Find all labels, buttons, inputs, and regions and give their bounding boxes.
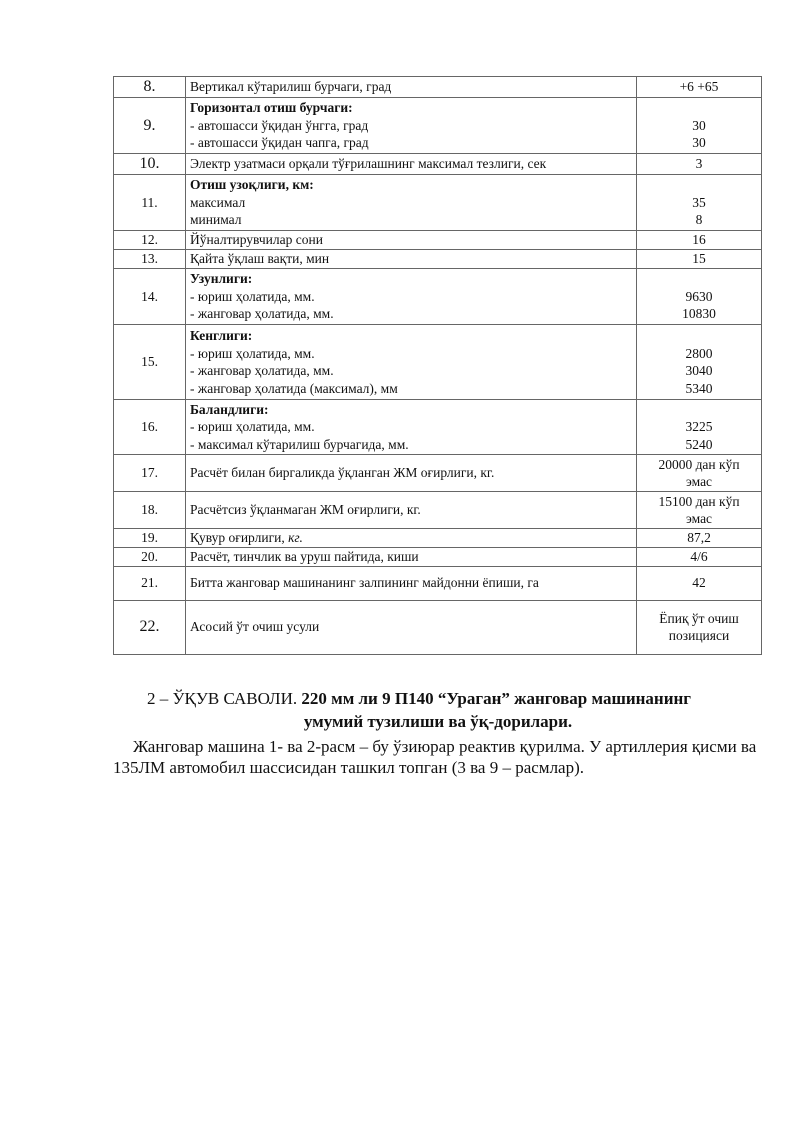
value-text: 3225: [685, 419, 713, 435]
parameter-text: - автошасси ўқидан чапга, град: [190, 135, 369, 151]
parameter-text: - юриш ҳолатида, мм.: [190, 419, 315, 435]
parameter-text: - автошасси ўқидан ўнгга, град: [190, 117, 369, 133]
row-value: [637, 455, 762, 492]
row-value: [637, 154, 762, 175]
row-value: [637, 269, 762, 325]
parameter-group-heading: Узунлиги:: [190, 271, 253, 287]
value-text: [641, 401, 757, 419]
row-value: [637, 325, 762, 400]
parameter-text: Асосий ўт очиш усули: [190, 619, 320, 635]
value-text: 2800: [685, 345, 713, 361]
parameter-text: максимал: [190, 194, 246, 210]
row-number: 17.: [114, 455, 186, 492]
row-description: [186, 547, 637, 566]
parameter-group-heading: Кенглиги:: [190, 328, 253, 343]
row-number: 14.: [114, 269, 186, 325]
row-value: [637, 566, 762, 600]
parameter-text: - жанговар ҳолатида (максимал), мм: [190, 380, 398, 396]
section-heading-label: 2 – ЎҚУВ САВОЛИ.: [147, 689, 302, 708]
row-number: 15.: [114, 325, 186, 400]
value-text: +6 +65: [679, 79, 719, 95]
table-row: [114, 566, 762, 600]
row-description: [186, 492, 637, 529]
parameter-text: - юриш ҳолатида, мм.: [190, 288, 315, 304]
row-number: 22.: [114, 600, 186, 654]
row-value: [637, 400, 762, 455]
value-text: 87,2: [687, 530, 711, 545]
value-text: [641, 327, 757, 345]
parameter-group-heading: Горизонтал отиш бурчаги:: [190, 100, 353, 116]
value-text: 35: [692, 194, 706, 210]
parameter-text: - юриш ҳолатида, мм.: [190, 345, 315, 361]
value-text: 10830: [682, 306, 716, 322]
parameter-group-heading: Баландлиги:: [190, 401, 269, 417]
value-text: [641, 270, 757, 288]
parameter-text: - жанговар ҳолатида, мм.: [190, 363, 334, 378]
table-row: [114, 492, 762, 529]
value-text: эмас: [685, 474, 713, 489]
row-description: [186, 455, 637, 492]
section-heading-subtitle: умумий тузилиши ва ўқ-дорилари.: [303, 712, 573, 731]
row-number: 16.: [114, 400, 186, 455]
value-text: [641, 99, 757, 117]
row-description: [186, 566, 637, 600]
parameter-text: Қувур оғирлиги,: [190, 530, 289, 545]
value-text: Ёпиқ ўт очиш: [659, 610, 739, 626]
row-value: [637, 492, 762, 529]
table-row: [114, 600, 762, 654]
parameter-group-heading: Отиш узоқлиги, км:: [190, 177, 314, 193]
row-number: 20.: [114, 547, 186, 566]
value-text: 16: [692, 232, 706, 248]
specifications-table-body: [114, 77, 762, 655]
value-text: 5340: [685, 380, 713, 396]
parameter-text: кг.: [288, 530, 303, 545]
row-value: [637, 547, 762, 566]
parameter-text: Йўналтирувчилар сони: [190, 232, 323, 248]
section-heading-title: 220 мм ли 9 П140 “Ураган” жанговар машинанинг: [301, 689, 692, 708]
value-text: 42: [692, 575, 706, 591]
row-value: [637, 600, 762, 654]
value-text: 5240: [685, 436, 713, 452]
parameter-text: Электр узатмаси орқали тўғрилашнинг максимал тезлиги, сек: [190, 156, 547, 172]
section-heading: [113, 688, 763, 709]
row-number: 21.: [114, 566, 186, 600]
value-text: эмас: [685, 511, 713, 526]
row-value: [637, 98, 762, 154]
row-value: [637, 175, 762, 231]
parameter-text: Қайта ўқлаш вақти, мин: [190, 251, 330, 267]
parameter-text: минимал: [190, 212, 242, 228]
value-text: 8: [695, 212, 703, 228]
value-text: 20000 дан кўп: [658, 456, 740, 472]
value-text: 15: [692, 251, 706, 267]
row-description: [186, 250, 637, 269]
parameter-text: Расчёт билан биргаликда ўқланган ЖМ оғирлиги, кг.: [190, 465, 495, 481]
specifications-table: [113, 76, 762, 655]
row-description: [186, 269, 637, 325]
row-description: [186, 600, 637, 654]
row-value: [637, 529, 762, 548]
parameter-text: Расчётсиз ўқланмаган ЖМ оғирлиги, кг.: [190, 502, 421, 518]
table-row: [114, 325, 762, 400]
row-value: [637, 231, 762, 250]
row-value: [637, 250, 762, 269]
table-row: [114, 98, 762, 154]
row-number: 19.: [114, 529, 186, 548]
table-row: [114, 529, 762, 548]
value-text: позицияси: [668, 628, 730, 643]
table-row: [114, 547, 762, 566]
parameter-text: - жанговар ҳолатида, мм.: [190, 306, 334, 322]
parameter-text: - максимал кўтарилиш бурчагида, мм.: [190, 436, 409, 452]
table-row: [114, 269, 762, 325]
row-description: [186, 400, 637, 455]
table-row: [114, 250, 762, 269]
row-description: [186, 154, 637, 175]
row-number: 18.: [114, 492, 186, 529]
table-row: [114, 154, 762, 175]
row-number: 12.: [114, 231, 186, 250]
row-description: [186, 98, 637, 154]
row-number: 13.: [114, 250, 186, 269]
row-description: [186, 529, 637, 548]
body-paragraph: Жанговар машина 1- ва 2-расм – бу ўзиюрар реактив қурилма. У артиллерия қисми ва 135ЛМ автомобил шассисидан ташкил топган (3 ва 9 – расмлар).: [113, 737, 757, 777]
row-description: [186, 325, 637, 400]
row-number: 9.: [114, 98, 186, 154]
value-text: 30: [692, 135, 706, 151]
value-text: 4/6: [690, 548, 708, 564]
value-text: 3: [695, 156, 703, 172]
table-row: [114, 400, 762, 455]
value-text: [641, 176, 757, 194]
table-row: [114, 77, 762, 98]
row-number: 8.: [114, 77, 186, 98]
table-row: [114, 175, 762, 231]
row-number: 11.: [114, 175, 186, 231]
row-description: [186, 231, 637, 250]
value-text: 3040: [685, 363, 713, 378]
row-number: 10.: [114, 154, 186, 175]
value-text: 9630: [685, 288, 713, 304]
parameter-text: Вертикал кўтарилиш бурчаги, град: [190, 79, 392, 95]
row-value: [637, 77, 762, 98]
table-row: [114, 231, 762, 250]
table-row: [114, 455, 762, 492]
parameter-text: Битта жанговар машинанинг залпининг майдонни ёпиши, га: [190, 575, 539, 591]
row-description: [186, 175, 637, 231]
value-text: 30: [692, 117, 706, 133]
row-description: [186, 77, 637, 98]
parameter-text: Расчёт, тинчлик ва уруш пайтида, киши: [190, 548, 419, 564]
value-text: 15100 дан кўп: [658, 493, 740, 509]
